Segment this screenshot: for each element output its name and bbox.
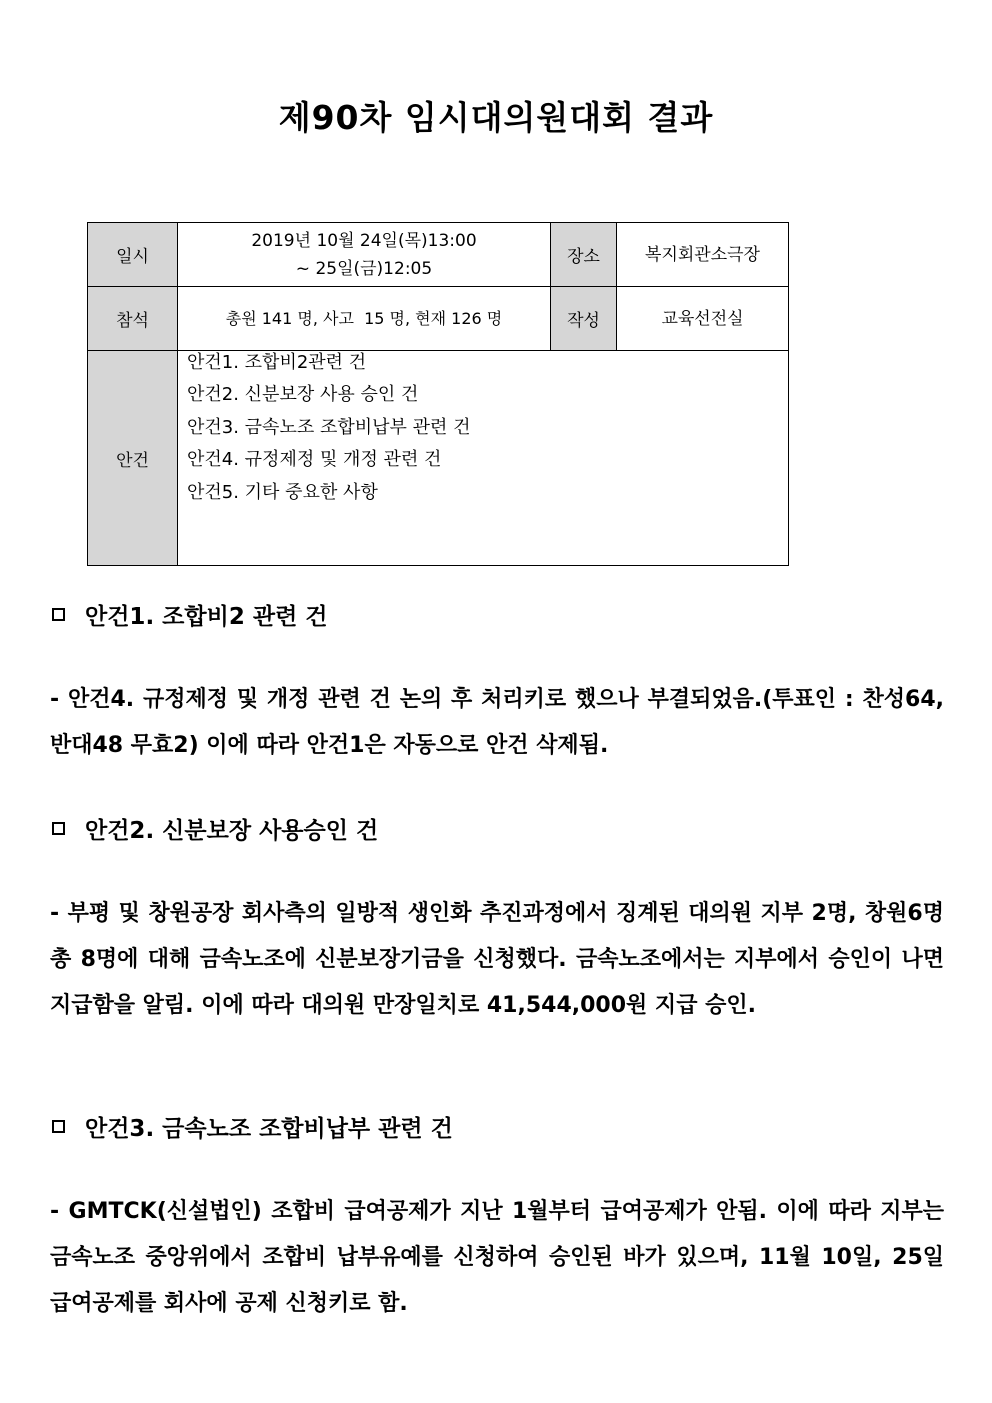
section-heading-3 [52,1110,453,1143]
section-body-2: - 부평 및 창원공장 회사측의 일방적 생인화 추진과정에서 징계된 대의원 지부 2명, 창원6명 총 8명에 대해 금속노조에 신분보장기금을 신청했다. 금속노조에서는 지부에서 승인이 나면 지급함을 알림. 이에 따라 대의원 만장일치로 41,544,000원 지급 승인. [50,901,944,1018]
checkbox-square-icon [52,608,65,621]
agenda-item: 안건1. 조합비2관련 건 [187,352,367,373]
section-heading-text: 안건1. 조합비2 관련 건 [85,604,328,630]
section-heading-2 [52,812,378,845]
meeting-info-table [87,222,789,566]
attendance-label: 참석 [88,287,178,351]
date-line-2: ~ 25일(금)12:05 [295,258,433,279]
agenda-list [178,351,789,566]
agenda-item: 안건3. 금속노조 조합비납부 관련 건 [187,416,471,438]
section-heading-text: 안건2. 신분보장 사용승인 건 [85,818,379,844]
date-label: 일시 [88,223,178,287]
author-label: 작성 [551,287,617,351]
agenda-label: 안건 [88,351,178,566]
section-body-1: - 안건4. 규정제정 및 개정 관련 건 논의 후 처리키로 했으나 부결되었음.(투표인 : 찬성64, 반대48 무효2) 이에 따라 안건1은 자동으로 안건 삭제됨. [50,687,944,758]
agenda-item: 안건5. 기타 중요한 사항 [187,481,378,503]
section-heading-text: 안건3. 금속노조 조합비납부 관련 건 [85,1116,453,1142]
page-title: 제90차 임시대의원대회 결과 [278,98,714,137]
author-value: 교육선전실 [617,287,789,351]
section-heading-1 [52,598,328,631]
section-body-3: - GMTCK(신설법인) 조합비 급여공제가 지난 1월부터 급여공제가 안됨. 이에 따라 지부는 금속노조 중앙위에서 조합비 납부유예를 신청하여 승인된 바가 있으며, 11월 10일, 25일 급여공제를 회사에 공제 신청키로 함. [50,1199,944,1316]
date-value [178,223,551,287]
date-line-1: 2019년 10월 24일(목)13:00 [251,230,477,251]
agenda-item: 안건4. 규정제정 및 개정 관련 건 [187,449,442,471]
checkbox-square-icon [52,822,65,835]
agenda-item: 안건2. 신분보장 사용 승인 건 [187,384,419,406]
checkbox-square-icon [52,1120,65,1133]
attendance-value: 총원 141 명, 사고 15 명, 현재 126 명 [178,287,551,351]
place-value: 복지회관소극장 [617,223,789,287]
place-label: 장소 [551,223,617,287]
